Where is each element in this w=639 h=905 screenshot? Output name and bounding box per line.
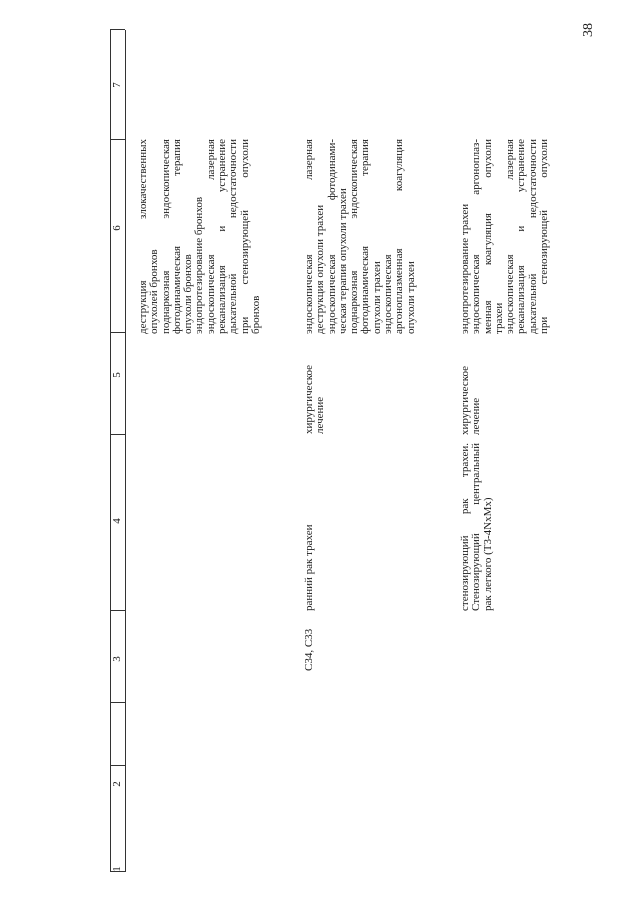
column-divider	[110, 332, 125, 333]
column-divider	[110, 765, 125, 766]
row-stenosing-treatment-type: хирургическое лечение	[459, 365, 483, 435]
row-stenosing-treatment-methods: эндопротезирование трахеи эндоскопическая аргоноплаз- менная коагуляция опухоли трахеи эндоскопическая лазерная реканализация и устранение дыхательной недостаточности при стенозирующей опухоли	[459, 139, 551, 334]
page-number: 38	[581, 23, 596, 37]
column-divider	[110, 610, 125, 611]
row-c34-codes: C34, C33	[303, 628, 315, 671]
column-number-5: 5	[111, 372, 123, 378]
column-divider	[110, 29, 125, 30]
row-c34-treatment-methods: эндоскопическая лазерная деструкция опухоли трахеи эндоскопическая фотодинами- ческая терапия опухоли трахеи поднаркозная эндоскопическая фотодинамическая терапия опухоли трахеи эндоскопическая аргоноплазменная коагуляция опухоли трахеи	[303, 139, 417, 334]
continuation-treatment-methods: деструкция злокачественных опухолей бронхов поднаркозная эндоскопическая фотодинамическая терапия опухоли бронхов эндопротезирование бронхов эндоскопическая лазерная реканализация и устранение дыхательной недостаточности при стенозирующей опухоли бронхов	[137, 139, 262, 334]
column-divider	[110, 434, 125, 435]
row-stenosing-model: стенозирующий рак трахеи. Стенозирующий центральный рак легкого (T3-4NxMx)	[459, 443, 494, 611]
column-number-1: 1	[111, 866, 123, 872]
row-c34-treatment-type: хирургическое лечение	[303, 364, 327, 434]
column-number-6: 6	[111, 225, 123, 231]
column-divider	[110, 702, 125, 703]
row-c34-model: ранний рак трахеи	[303, 524, 315, 611]
column-number-3: 3	[111, 656, 123, 662]
column-number-2: 2	[111, 781, 123, 787]
column-divider	[110, 139, 125, 140]
table-top-border	[110, 30, 111, 872]
column-number-4: 4	[111, 518, 123, 524]
header-bottom-border	[125, 30, 126, 872]
column-number-7: 7	[111, 82, 123, 88]
